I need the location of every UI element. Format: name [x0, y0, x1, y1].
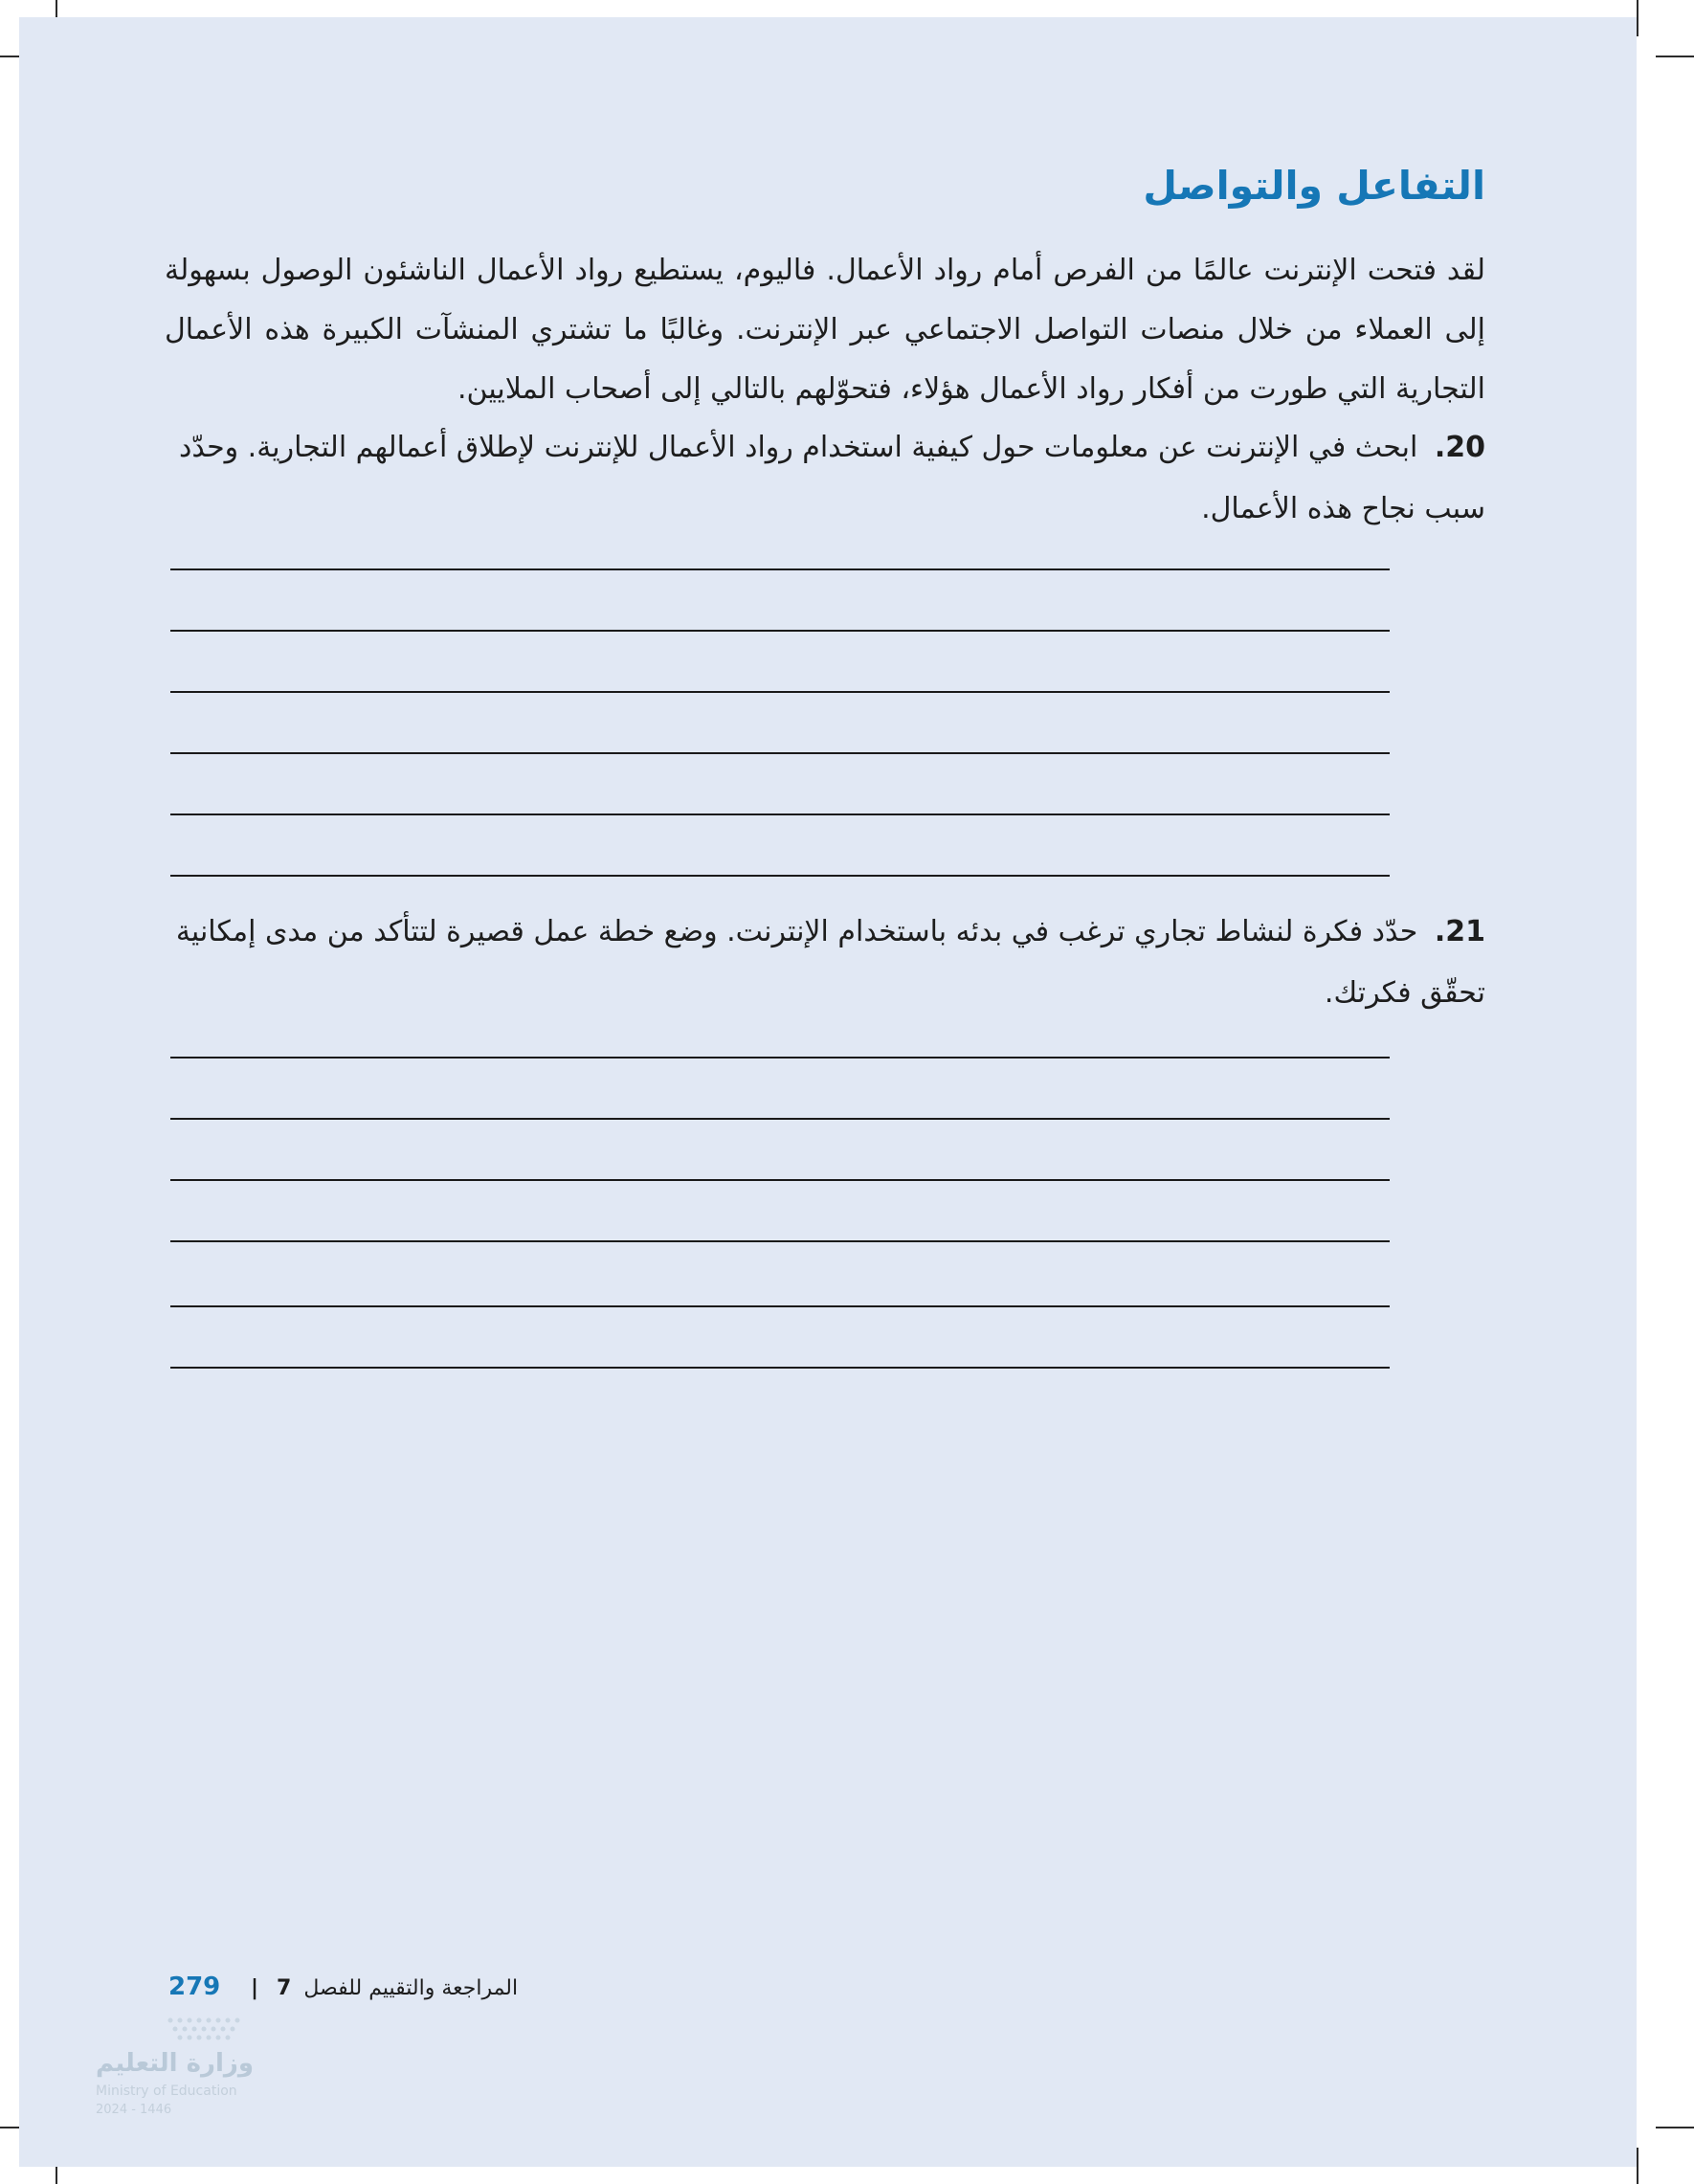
page-number: 279	[168, 1972, 221, 2001]
answer-line[interactable]	[170, 1118, 1390, 1120]
answer-line[interactable]	[170, 568, 1390, 570]
answer-line[interactable]	[170, 1305, 1390, 1307]
dots-pattern-icon	[96, 2015, 249, 2043]
question-21	[165, 902, 1485, 1024]
crop-mark	[1637, 0, 1638, 36]
footer-chapter	[245, 1976, 518, 2000]
question-number: 20.	[1434, 431, 1485, 464]
answer-line[interactable]	[170, 813, 1390, 815]
question-text: حدّد فكرة لنشاط تجاري ترغب في بدئه باستخدام الإنترنت. وضع خطة عمل قصيرة لتتأكد من مدى إمكانية تحقّق فكرتك.	[175, 915, 1485, 1010]
footer-separator: |	[251, 1976, 259, 2000]
answer-line[interactable]	[170, 630, 1390, 632]
question-text: ابحث في الإنترنت عن معلومات حول كيفية استخدام رواد الأعمال للإنترنت لإطلاق أعمالهم التجارية. وحدّد سبب نجاح هذه الأعمال.	[178, 431, 1485, 525]
answer-line[interactable]	[170, 1367, 1390, 1369]
question-20	[165, 417, 1485, 540]
chapter-label: المراجعة والتقييم للفصل	[303, 1976, 519, 2000]
crop-mark	[1656, 56, 1694, 57]
ministry-logo	[96, 2015, 254, 2120]
answer-line[interactable]	[170, 1240, 1390, 1242]
answer-line[interactable]	[170, 691, 1390, 693]
answer-line[interactable]	[170, 1179, 1390, 1181]
answer-line[interactable]	[170, 752, 1390, 754]
ministry-name-ar: وزارة التعليم	[96, 2049, 254, 2078]
section-title: التفاعل والتواصل	[1143, 163, 1485, 209]
crop-mark	[1656, 2127, 1694, 2128]
chapter-number: 7	[277, 1976, 292, 2000]
answer-line[interactable]	[170, 1057, 1390, 1059]
crop-mark	[1637, 2148, 1638, 2184]
intro-paragraph: لقد فتحت الإنترنت عالمًا من الفرص أمام رواد الأعمال. فاليوم، يستطيع رواد الأعمال الناشئون الوصول بسهولة إلى العملاء من خلال منصات التواصل الاجتماعي عبر الإنترنت. وغالبًا ما تشتري المنشآت الكبيرة هذه الأعمال التجارية التي طورت من أفكار رواد الأعمال هؤلاء، فتحوّلهم بالتالي إلى أصحاب الملايين.	[165, 254, 1485, 406]
ministry-year: 2024 - 1446	[96, 2103, 172, 2117]
question-number: 21.	[1434, 915, 1485, 948]
answer-line[interactable]	[170, 875, 1390, 877]
ministry-name-en: Ministry of Education	[96, 2084, 237, 2099]
